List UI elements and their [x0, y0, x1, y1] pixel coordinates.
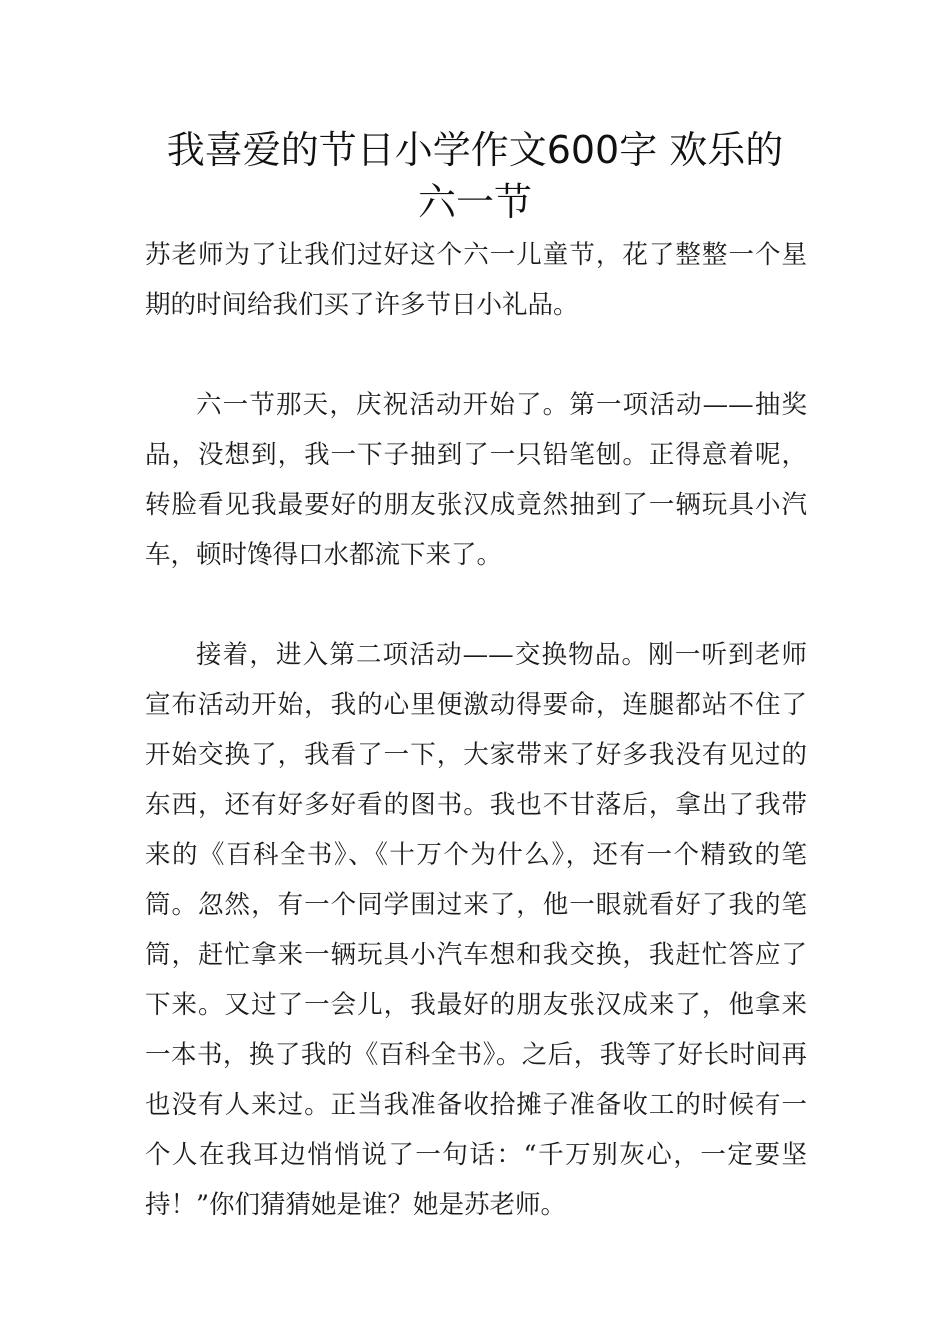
document-title — [130, 124, 820, 228]
title-line-2: 六一节 — [417, 180, 532, 224]
paragraph-gap — [145, 580, 807, 630]
paragraph-2: 六一节那天，庆祝活动开始了。第一项活动——抽奖品，没想到，我一下子抽到了一只铅笔刨。正得意着呢，转脸看见我最要好的朋友张汉成竟然抽到了一辆玩具小汽车，顿时馋得口水都流下来了。 — [145, 390, 807, 570]
paragraph-3: 接着，进入第二项活动——交换物品。刚一听到老师宣布活动开始，我的心里便激动得要命，连腿都站不住了开始交换了，我看了一下，大家带来了好多我没有见过的东西，还有好多好看的图书。我也不甘落后，拿出了我带来的《百科全书》、《十万个为什么》，还有一个精致的笔筒。忽然，有一个同学围过来了，他一眼就看好了我的笔筒，赶忙拿来一辆玩具小汽车想和我交换，我赶忙答应了下来。又过了一会儿，我最好的朋友张汉成来了，他拿来一本书，换了我的《百科全书》。之后，我等了好长时间再也没有人来过。正当我准备收拾摊子准备收工的时候有一个人在我耳边悄悄说了一句话：“千万别灰心，一定要坚持！”你们猜猜她是谁？她是苏老师。 — [145, 640, 807, 1220]
title-line-1: 我喜爱的节日小学作文600字 欢乐的 — [166, 128, 784, 172]
document-body — [145, 230, 807, 1230]
paragraph-1: 苏老师为了让我们过好这个六一儿童节，花了整整一个星期的时间给我们买了许多节日小礼品。 — [145, 240, 807, 320]
paragraph-gap — [145, 330, 807, 380]
